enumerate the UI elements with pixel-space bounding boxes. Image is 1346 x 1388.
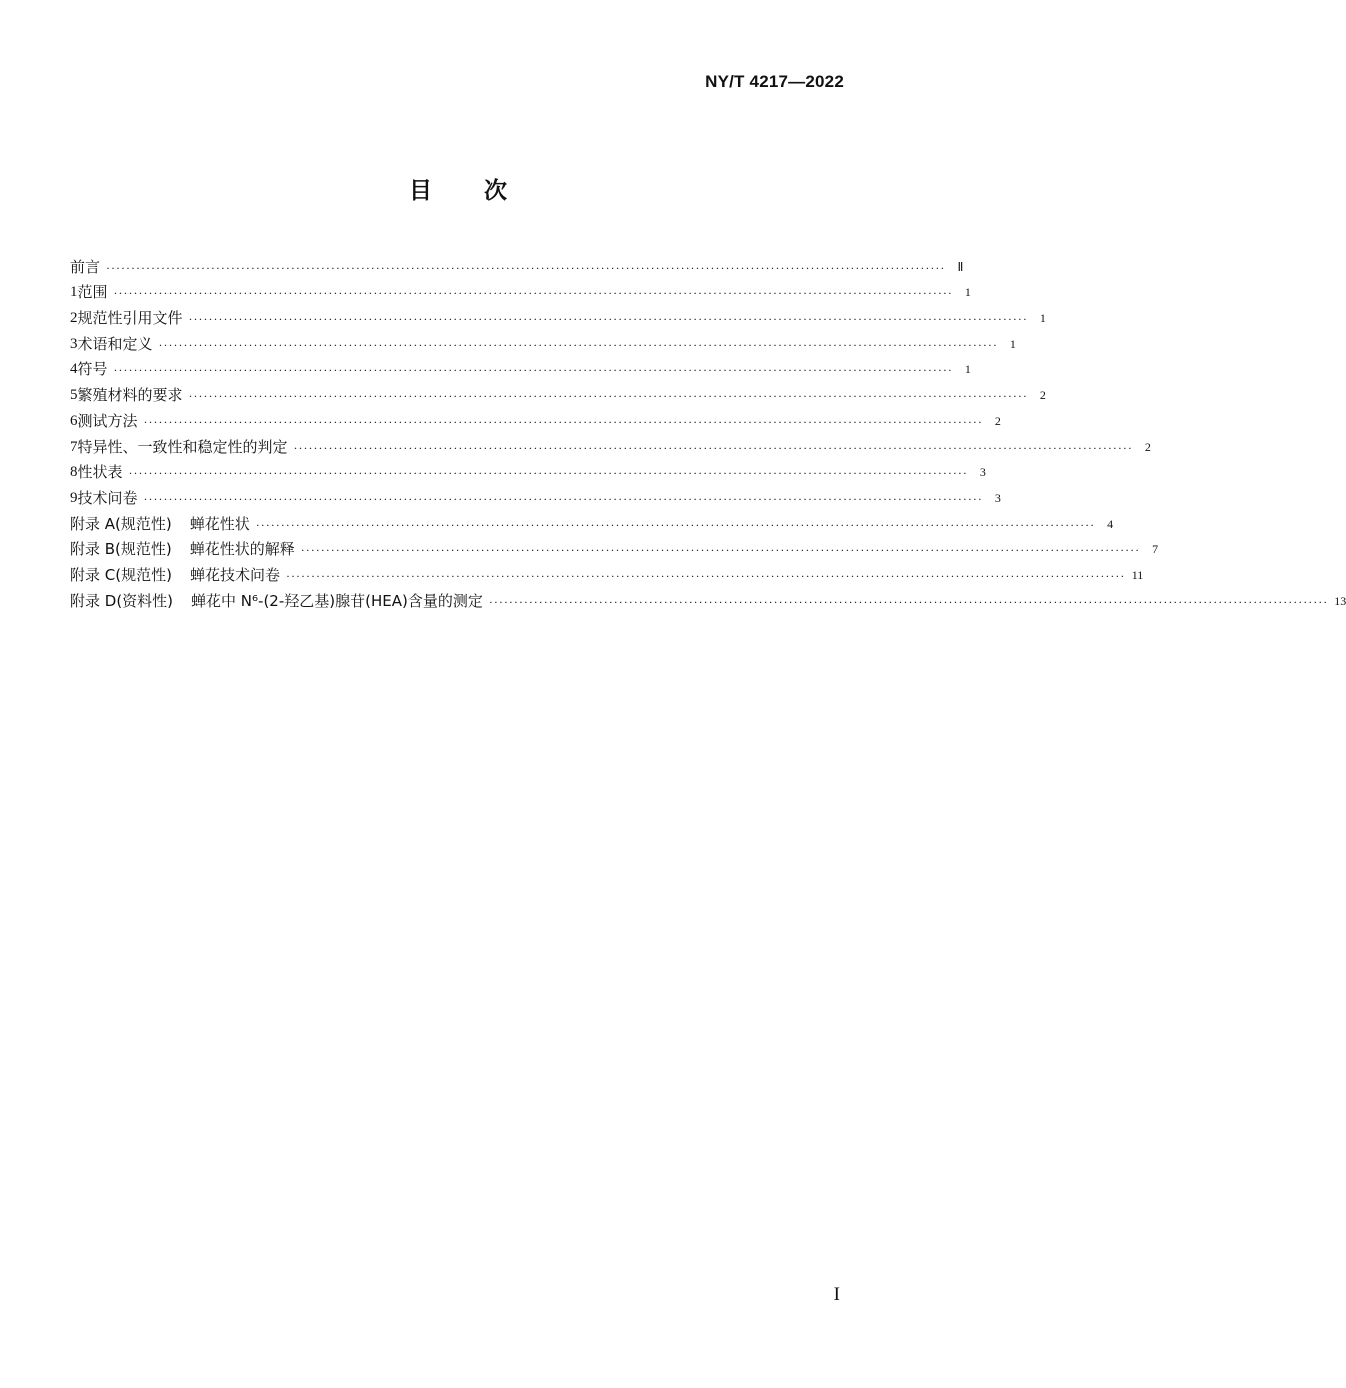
toc-leader-dots: ········································································································································································ — [255, 517, 1096, 532]
toc-entry-number: 7 — [70, 438, 78, 455]
toc-entry-appendix-a[interactable] — [70, 509, 1114, 535]
toc-entry-number: 5 — [70, 387, 78, 404]
toc-entry-page: 1 — [1039, 311, 1046, 326]
toc-leader-dots: ········································································································································································ — [285, 568, 1126, 583]
toc-entry-page: 2 — [1039, 388, 1046, 403]
toc-title-char-1: 目 — [409, 178, 432, 204]
toc-leader-dots: ········································································································································································ — [188, 389, 1028, 404]
toc-entry-2[interactable] — [70, 303, 1046, 329]
toc-entry-label: 技术问卷 — [77, 488, 138, 507]
toc-entry-label: 规范性引用文件 — [77, 309, 183, 328]
standard-code: NY/T 4217—2022 — [705, 72, 844, 91]
toc-entry-7[interactable] — [70, 432, 1151, 458]
toc-entry-label: 测试方法 — [77, 411, 138, 430]
toc-entry-label: 繁殖材料的要求 — [77, 386, 183, 405]
toc-entry-1[interactable] — [70, 278, 971, 304]
toc-entry-label — [70, 590, 483, 612]
toc-entry-number: 2 — [70, 310, 78, 327]
toc-leader-dots: ········································································································································································ — [143, 414, 983, 429]
toc-appendix-title: 蝉花技术问卷 — [189, 565, 280, 584]
toc-title — [0, 172, 916, 205]
toc-entry-page: 3 — [994, 490, 1001, 505]
toc-entry-number: 6 — [70, 412, 78, 429]
toc-leader-dots: ········································································································································································ — [158, 337, 998, 352]
toc-entry-5[interactable] — [70, 380, 1046, 406]
toc-appendix-prefix: 附录 D(资料性) — [70, 591, 174, 610]
toc-appendix-title: 蝉花性状 — [189, 514, 250, 533]
toc-entry-label — [70, 564, 280, 586]
toc-leader-dots: ········································································································································································ — [188, 312, 1028, 327]
toc-entry-page: 1 — [964, 285, 971, 300]
toc-entry-page: 3 — [979, 465, 986, 480]
toc-leader-dots: ········································································································································································ — [300, 543, 1141, 558]
toc-leader-dots: ········································································································································································ — [113, 363, 953, 378]
toc-appendix-prefix: 附录 B(规范性) — [70, 540, 172, 559]
toc-entry-page: 7 — [1152, 542, 1159, 557]
toc-entry-page: 1 — [1009, 336, 1016, 351]
toc-entry-label: 性状表 — [77, 463, 123, 482]
toc-entry-label: 术语和定义 — [77, 334, 153, 353]
toc-appendix-prefix: 附录 A(规范性) — [70, 514, 172, 533]
toc-entry-page: 4 — [1107, 516, 1114, 531]
toc-entry-label: 前言 — [70, 257, 101, 276]
toc-entry-page: 2 — [994, 413, 1001, 428]
toc-entry-page: 13 — [1334, 593, 1346, 608]
toc-appendix-prefix: 附录 C(规范性) — [70, 565, 172, 584]
toc-entry-label — [70, 538, 295, 560]
toc-title-char-2: 次 — [484, 178, 507, 204]
toc-leader-dots: ········································································································································································ — [143, 491, 983, 506]
toc-entry-appendix-b[interactable] — [70, 535, 1159, 561]
toc-leader-dots: ········································································································································································ — [488, 594, 1329, 609]
toc-entry-appendix-c[interactable] — [70, 560, 1144, 586]
toc-entry-number: 9 — [70, 489, 78, 506]
toc-entry-label: 符号 — [77, 360, 108, 379]
toc-entry-page: Ⅱ — [957, 259, 964, 274]
toc-entry-number: 4 — [70, 361, 78, 378]
toc-entry-number: 1 — [70, 284, 78, 301]
toc-entry-8[interactable] — [70, 458, 986, 484]
toc-entry-number: 8 — [70, 464, 78, 481]
toc-entry-page: 11 — [1131, 567, 1144, 582]
toc-leader-dots: ········································································································································································ — [128, 466, 968, 481]
toc-entry-label: 特异性、一致性和稳定性的判定 — [77, 437, 288, 456]
toc-appendix-title: 蝉花性状的解释 — [189, 540, 295, 559]
table-of-contents — [70, 252, 1346, 612]
toc-leader-dots: ········································································································································································ — [113, 286, 953, 301]
toc-entry-label — [70, 513, 250, 535]
toc-entry-foreword[interactable] — [70, 252, 964, 278]
toc-entry-9[interactable] — [70, 483, 1001, 509]
toc-entry-6[interactable] — [70, 406, 1001, 432]
toc-leader-dots: ········································································································································································ — [106, 260, 946, 275]
toc-entry-3[interactable] — [70, 329, 1016, 355]
page-number: I — [833, 1284, 840, 1305]
toc-entry-number: 3 — [70, 335, 78, 352]
toc-entry-page: 1 — [964, 362, 971, 377]
toc-entry-appendix-d[interactable] — [70, 586, 1346, 612]
toc-entry-4[interactable] — [70, 355, 971, 381]
toc-entry-label: 范围 — [77, 283, 108, 302]
toc-leader-dots: ········································································································································································ — [293, 440, 1133, 455]
toc-entry-page: 2 — [1144, 439, 1151, 454]
toc-appendix-title: 蝉花中 N⁶-(2-羟乙基)腺苷(HEA)含量的测定 — [191, 591, 483, 610]
